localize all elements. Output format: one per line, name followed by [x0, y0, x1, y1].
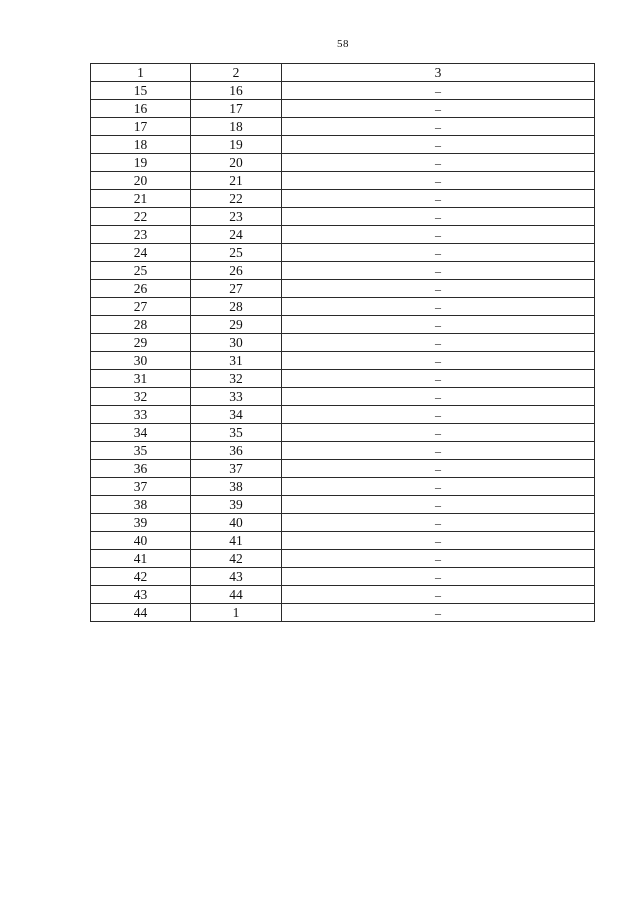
table-cell-col-2: 22 — [191, 190, 282, 208]
table-cell-col-3: – — [282, 172, 595, 190]
table-cell-col-2: 23 — [191, 208, 282, 226]
table-cell-col-3: – — [282, 352, 595, 370]
table-cell-col-1: 29 — [91, 334, 191, 352]
column-header-3: 3 — [282, 64, 595, 82]
table-cell-col-3: – — [282, 442, 595, 460]
table-cell-col-1: 35 — [91, 442, 191, 460]
table-cell-col-2: 42 — [191, 550, 282, 568]
table-row — [91, 478, 595, 496]
data-table — [90, 63, 595, 622]
table-row — [91, 316, 595, 334]
table-cell-col-1: 16 — [91, 100, 191, 118]
table-header — [91, 64, 595, 82]
table-cell-col-2: 36 — [191, 442, 282, 460]
table-cell-col-1: 40 — [91, 532, 191, 550]
table-cell-col-2: 21 — [191, 172, 282, 190]
table-row — [91, 154, 595, 172]
table-cell-col-3: – — [282, 100, 595, 118]
table-cell-col-2: 44 — [191, 586, 282, 604]
table-row — [91, 118, 595, 136]
table-cell-col-2: 33 — [191, 388, 282, 406]
table-cell-col-1: 38 — [91, 496, 191, 514]
table-cell-col-2: 20 — [191, 154, 282, 172]
table-cell-col-1: 32 — [91, 388, 191, 406]
table-row — [91, 298, 595, 316]
table-cell-col-3: – — [282, 424, 595, 442]
table-cell-col-2: 35 — [191, 424, 282, 442]
table-cell-col-3: – — [282, 298, 595, 316]
table-cell-col-3: – — [282, 226, 595, 244]
table-cell-col-3: – — [282, 208, 595, 226]
table-row — [91, 136, 595, 154]
table-cell-col-3: – — [282, 190, 595, 208]
table-cell-col-3: – — [282, 262, 595, 280]
table-row — [91, 460, 595, 478]
table-row — [91, 82, 595, 100]
table-cell-col-2: 26 — [191, 262, 282, 280]
table-cell-col-3: – — [282, 514, 595, 532]
table-header-row — [91, 64, 595, 82]
table-cell-col-2: 1 — [191, 604, 282, 622]
table-cell-col-3: – — [282, 568, 595, 586]
table-cell-col-1: 42 — [91, 568, 191, 586]
table-row — [91, 280, 595, 298]
table-row — [91, 208, 595, 226]
table-cell-col-2: 17 — [191, 100, 282, 118]
table-cell-col-1: 23 — [91, 226, 191, 244]
table-cell-col-2: 43 — [191, 568, 282, 586]
table-cell-col-1: 15 — [91, 82, 191, 100]
table-cell-col-3: – — [282, 388, 595, 406]
table-cell-col-3: – — [282, 82, 595, 100]
table-cell-col-3: – — [282, 406, 595, 424]
table-row — [91, 370, 595, 388]
table-cell-col-2: 18 — [191, 118, 282, 136]
table-cell-col-2: 29 — [191, 316, 282, 334]
table-cell-col-1: 37 — [91, 478, 191, 496]
table-cell-col-1: 30 — [91, 352, 191, 370]
table-row — [91, 352, 595, 370]
table-cell-col-3: – — [282, 154, 595, 172]
table-cell-col-1: 22 — [91, 208, 191, 226]
table-cell-col-1: 27 — [91, 298, 191, 316]
table-cell-col-2: 32 — [191, 370, 282, 388]
table-cell-col-1: 19 — [91, 154, 191, 172]
table-cell-col-1: 20 — [91, 172, 191, 190]
column-header-1: 1 — [91, 64, 191, 82]
table-row — [91, 406, 595, 424]
table-cell-col-3: – — [282, 478, 595, 496]
table-cell-col-3: – — [282, 532, 595, 550]
table-cell-col-2: 39 — [191, 496, 282, 514]
table-cell-col-1: 43 — [91, 586, 191, 604]
table-cell-col-1: 18 — [91, 136, 191, 154]
table-cell-col-1: 25 — [91, 262, 191, 280]
table-cell-col-1: 36 — [91, 460, 191, 478]
table-cell-col-1: 39 — [91, 514, 191, 532]
table-cell-col-2: 16 — [191, 82, 282, 100]
table-row — [91, 496, 595, 514]
table-cell-col-3: – — [282, 334, 595, 352]
table-row — [91, 334, 595, 352]
table-row — [91, 226, 595, 244]
table-cell-col-2: 37 — [191, 460, 282, 478]
table-cell-col-3: – — [282, 370, 595, 388]
table-row — [91, 586, 595, 604]
table-cell-col-3: – — [282, 136, 595, 154]
table-cell-col-1: 28 — [91, 316, 191, 334]
table-cell-col-2: 27 — [191, 280, 282, 298]
table-cell-col-2: 38 — [191, 478, 282, 496]
table-row — [91, 388, 595, 406]
table-cell-col-2: 40 — [191, 514, 282, 532]
table-row — [91, 514, 595, 532]
page-number: 58 — [337, 38, 349, 50]
table-cell-col-2: 19 — [191, 136, 282, 154]
table-cell-col-3: – — [282, 244, 595, 262]
table-cell-col-3: – — [282, 280, 595, 298]
table-cell-col-3: – — [282, 586, 595, 604]
table-row — [91, 604, 595, 622]
table-cell-col-3: – — [282, 604, 595, 622]
table-row — [91, 244, 595, 262]
table-cell-col-1: 41 — [91, 550, 191, 568]
table-cell-col-1: 21 — [91, 190, 191, 208]
table-cell-col-1: 31 — [91, 370, 191, 388]
table-cell-col-1: 17 — [91, 118, 191, 136]
table-row — [91, 100, 595, 118]
table-cell-col-3: – — [282, 118, 595, 136]
table-row — [91, 532, 595, 550]
table-cell-col-1: 34 — [91, 424, 191, 442]
column-header-2: 2 — [191, 64, 282, 82]
table-cell-col-2: 34 — [191, 406, 282, 424]
table-cell-col-2: 25 — [191, 244, 282, 262]
table-cell-col-1: 24 — [91, 244, 191, 262]
table-cell-col-1: 44 — [91, 604, 191, 622]
table-row — [91, 568, 595, 586]
table-cell-col-2: 24 — [191, 226, 282, 244]
table-row — [91, 550, 595, 568]
table-cell-col-3: – — [282, 316, 595, 334]
table-row — [91, 172, 595, 190]
table-cell-col-2: 31 — [191, 352, 282, 370]
table-row — [91, 190, 595, 208]
table-cell-col-2: 41 — [191, 532, 282, 550]
table-row — [91, 442, 595, 460]
table-body — [91, 82, 595, 622]
table-row — [91, 262, 595, 280]
table-cell-col-2: 30 — [191, 334, 282, 352]
table-cell-col-1: 33 — [91, 406, 191, 424]
table-cell-col-1: 26 — [91, 280, 191, 298]
table-cell-col-3: – — [282, 496, 595, 514]
table-cell-col-3: – — [282, 550, 595, 568]
table-cell-col-2: 28 — [191, 298, 282, 316]
table-cell-col-3: – — [282, 460, 595, 478]
table-row — [91, 424, 595, 442]
